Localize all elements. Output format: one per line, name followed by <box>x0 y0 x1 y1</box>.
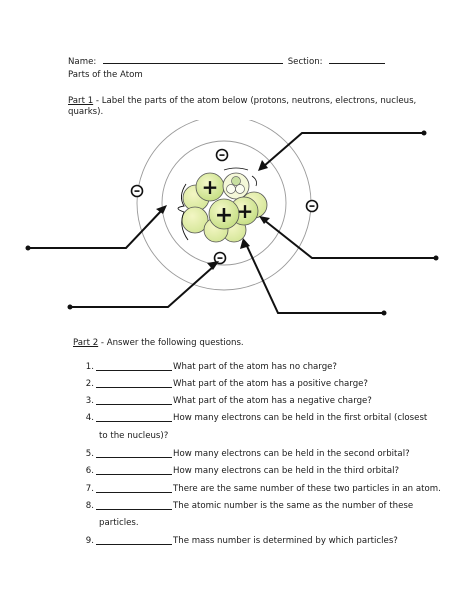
question-text: What part of the atom has a positive charge? <box>173 379 368 389</box>
endpoint-dot <box>434 256 439 261</box>
question-continuation: to the nucleus)? <box>99 431 169 441</box>
part2-instructions <box>73 338 244 348</box>
page-title: Parts of the Atom <box>68 70 143 80</box>
proton-plus: + <box>201 175 219 199</box>
question-number: 3. <box>85 396 94 406</box>
answer-field[interactable] <box>96 362 172 371</box>
question-text: How many electrons can be held in the first orbital (closest <box>173 413 428 423</box>
leader-line-right <box>264 220 436 258</box>
electron <box>132 186 143 197</box>
proton-plus: + <box>214 203 234 228</box>
quark-bracket <box>224 168 248 170</box>
part1-instruction-line1: - Label the parts of the atom below (protons, neutrons, electrons, nucleus, <box>93 96 417 106</box>
leader-line-top-right <box>264 133 424 166</box>
part1-instructions <box>68 96 416 106</box>
quark-bracket-right <box>252 176 257 186</box>
question-number: 6. <box>85 466 94 476</box>
arrowhead <box>207 261 219 270</box>
answer-field[interactable] <box>96 379 172 388</box>
arrowhead <box>258 160 268 171</box>
question-continuation: particles. <box>99 518 139 528</box>
proton-plus: + <box>236 199 254 223</box>
name-row <box>68 55 385 67</box>
part1-instruction-line2: quarks). <box>68 107 104 117</box>
part2-instruction: - Answer the following questions. <box>98 338 244 348</box>
endpoint-dot <box>382 311 387 316</box>
name-field[interactable] <box>103 55 283 64</box>
section-label: Section: <box>287 57 323 67</box>
quark <box>236 185 245 194</box>
answer-field[interactable] <box>96 449 172 458</box>
question-number: 5. <box>85 449 94 459</box>
name-label: Name: <box>68 57 97 67</box>
question-text: There are the same number of these two particles in an atom. <box>173 484 441 494</box>
part1-label: Part 1 <box>68 96 94 106</box>
answer-field[interactable] <box>96 413 172 422</box>
question-text: What part of the atom has no charge? <box>173 362 337 372</box>
question-text: How many electrons can be held in the second orbital? <box>173 449 410 459</box>
answer-field[interactable] <box>96 396 172 405</box>
question-number: 1. <box>85 362 94 372</box>
question-text: The atomic number is the same as the number of these <box>173 501 414 511</box>
question-number: 4. <box>85 413 94 423</box>
quark <box>227 185 236 194</box>
answer-field[interactable] <box>96 536 172 545</box>
section-field[interactable] <box>329 55 385 64</box>
endpoint-dot <box>68 305 73 310</box>
part2-label: Part 2 <box>73 338 99 348</box>
answer-field[interactable] <box>96 501 172 510</box>
leader-line-bottom-left <box>70 266 214 307</box>
quark <box>232 177 241 186</box>
endpoint-dot <box>26 246 31 251</box>
question-text: The mass number is determined by which particles? <box>173 536 398 546</box>
endpoint-dot <box>422 131 427 136</box>
answer-field[interactable] <box>96 484 172 493</box>
answer-field[interactable] <box>96 466 172 475</box>
question-text: What part of the atom has a negative charge? <box>173 396 372 406</box>
question-text: How many electrons can be held in the third orbital? <box>173 466 400 476</box>
electron <box>307 201 318 212</box>
question-number: 7. <box>85 484 94 494</box>
electron <box>217 150 228 161</box>
question-number: 8. <box>85 501 94 511</box>
question-number: 2. <box>85 379 94 389</box>
leader-line-left <box>28 210 162 248</box>
arrowhead <box>156 205 167 214</box>
question-number: 9. <box>85 536 94 546</box>
atom-diagram <box>0 120 464 330</box>
